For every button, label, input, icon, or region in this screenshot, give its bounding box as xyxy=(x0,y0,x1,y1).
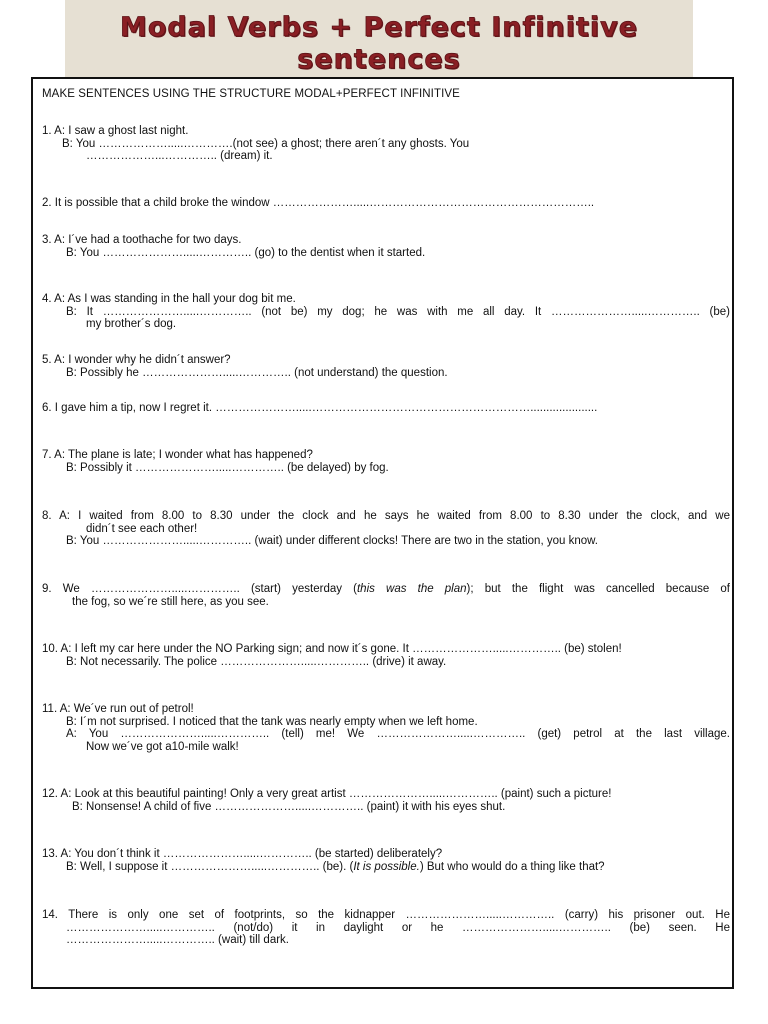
question-5 xyxy=(42,354,730,379)
title-banner xyxy=(65,0,693,78)
q1-line-a: 1. A: I saw a ghost last night. xyxy=(42,125,189,137)
q4-line-a: 4. A: As I was standing in the hall your dog bit me. xyxy=(42,293,296,305)
question-1 xyxy=(42,125,730,163)
q12-line-a: 12. A: Look at this beautiful painting! Only a very great artist ………………….....………….. (paint) such a picture! xyxy=(42,788,612,800)
q8-line-c: B: You ………………….....………….. (wait) under different clocks! There are two in the station, you know. xyxy=(66,535,598,548)
q8-line-a: 8. A: I waited from 8.00 to 8.30 under the clock and he says he waited from 8.00 to 8.30 under the clock, and we xyxy=(42,510,730,522)
q2-line: 2. It is possible that a child broke the window ………………….....………………………………………………….. xyxy=(42,197,595,209)
q9-italic-note: this was the plan xyxy=(356,583,467,595)
page-subtitle: sentences xyxy=(297,44,461,75)
q7-line-b: B: Possibly it ………………….....………….. (be delayed) by fog. xyxy=(66,461,389,474)
question-12 xyxy=(42,788,730,813)
q9-line-b: the fog, so we´re still here, as you see. xyxy=(72,595,269,608)
q3-line-b: B: You ………………….....………….. (go) to the dentist when it started. xyxy=(66,246,426,259)
q14-line-c: ………………….....………….. (wait) till dark. xyxy=(66,934,289,947)
q7-line-a: 7. A: The plane is late; I wonder what has happened? xyxy=(42,449,313,461)
instruction-text: MAKE SENTENCES USING THE STRUCTURE MODAL+PERFECT INFINITIVE xyxy=(42,88,460,100)
q13-italic-note: It is possible. xyxy=(353,860,420,873)
q6-line: 6. I gave him a tip, now I regret it. ………………….....…………………………………………………..................... xyxy=(42,402,598,414)
q9-line-a: 9. We ………………….....………….. (start) yesterday (this was the plan); but the flight was cancelled because of xyxy=(42,583,731,595)
q8-line-b: didn´t see each other! xyxy=(86,522,198,535)
question-6 xyxy=(42,402,730,415)
q11-line-d: Now we´ve got a10-mile walk! xyxy=(86,740,239,753)
q4-line-b: B: It ………………….....………….. (not be) my dog; he was with me all day. It ………………….....………….. (be) xyxy=(66,305,730,318)
question-4 xyxy=(42,293,730,331)
q14-line-b: ………………….....………….. (not/do) it in daylight or he ………………….....………….. (be) seen. He xyxy=(66,921,730,934)
q11-line-c: A: You ………………….....………….. (tell) me! We ………………….....………….. (get) petrol at the last village. xyxy=(66,728,730,741)
q14-line-a: 14. There is only one set of footprints, so the kidnapper ………………….....………….. (carry) his prisoner out. He xyxy=(42,909,730,921)
question-11 xyxy=(42,703,730,753)
question-3 xyxy=(42,234,730,259)
question-7 xyxy=(42,449,730,474)
q11-line-a: 11. A: We´ve run out of petrol! xyxy=(42,703,194,715)
question-9 xyxy=(42,583,730,608)
q10-line-b: B: Not necessarily. The police ………………….....………….. (drive) it away. xyxy=(66,655,447,668)
q13-line-a: 13. A: You don´t think it ………………….....………….. (be started) deliberately? xyxy=(42,848,443,860)
q12-line-b: B: Nonsense! A child of five ………………….....………….. (paint) it with his eyes shut. xyxy=(72,800,506,813)
question-10 xyxy=(42,643,730,668)
question-2 xyxy=(42,197,730,210)
q5-line-b: B: Possibly he ………………….....………….. (not understand) the question. xyxy=(66,366,448,379)
q10-line-a: 10. A: I left my car here under the NO Parking sign; and now it´s gone. It ………………….....………….. (be) stolen! xyxy=(42,643,622,655)
q4-line-c: my brother´s dog. xyxy=(86,318,177,331)
q11-line-b: B: I´m not surprised. I noticed that the tank was nearly empty when we left home. xyxy=(66,715,478,728)
page-title: Modal Verbs + Perfect Infinitive xyxy=(119,12,639,43)
q1-line-b: B: You ……………….....………….(not see) a ghost; there aren´t any ghosts. You xyxy=(62,137,470,150)
question-13 xyxy=(42,848,730,873)
q5-line-a: 5. A: I wonder why he didn´t answer? xyxy=(42,354,231,366)
question-14 xyxy=(42,909,730,947)
q13-line-b: B: Well, I suppose it ………………….....………….. (be). (It is possible.) But who would do a thing like that? xyxy=(66,860,605,873)
q1-line-c: ………………...………….. (dream) it. xyxy=(86,150,273,163)
question-8 xyxy=(42,510,730,548)
q3-line-a: 3. A: I´ve had a toothache for two days. xyxy=(42,234,242,246)
